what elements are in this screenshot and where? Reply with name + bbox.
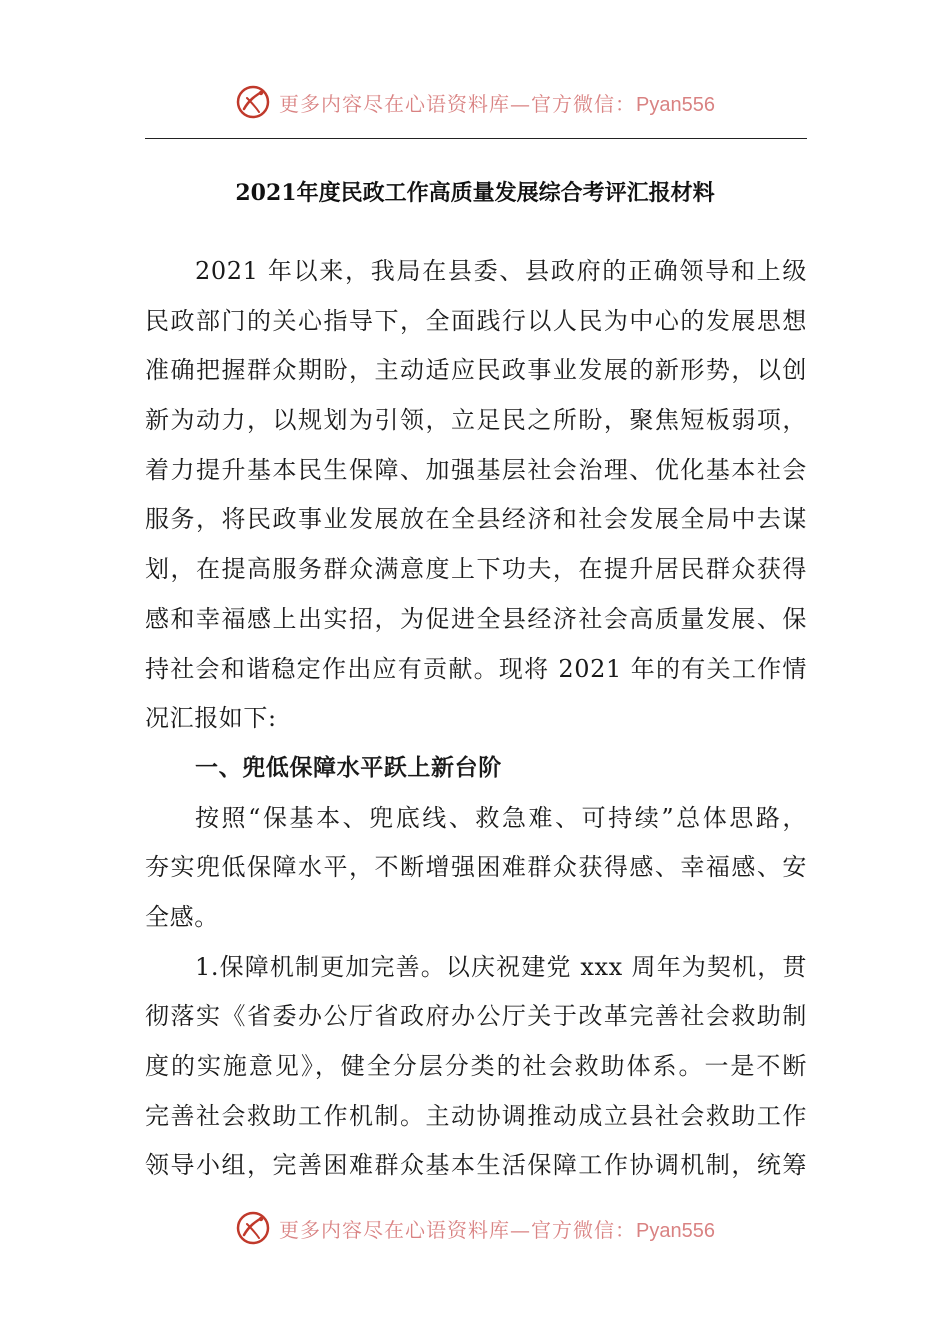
text-line: 况汇报如下: [145, 704, 277, 733]
wechat-id: Pyan556 [636, 1219, 715, 1242]
text-line: 全感。 [145, 902, 219, 931]
text-line: 彻落实《省委办公厅省政府办公厅关于改革完善社会救助制 [145, 1002, 807, 1031]
banner-text: 更多内容尽在心语资料库—官方微信：Pyan556 [279, 1217, 715, 1242]
text-line: 按照“保基本、兜底线、救急难、可持续”总体思路， [195, 803, 807, 832]
banner-text: 更多内容尽在心语资料库—官方微信：Pyan556 [279, 91, 715, 116]
document-title: 2021年度民政工作高质量发展综合考评汇报材料 [235, 180, 715, 206]
text-line: 2021 年以来，我局在县委、县政府的正确领导和上级 [195, 257, 807, 285]
text-line: 准确把握群众期盼，主动适应民政事业发展的新形势，以创 [145, 356, 807, 385]
document-body [145, 247, 807, 1191]
footer-banner [0, 1206, 950, 1250]
text-line: 持社会和谐稳定作出应有贡献。现将 2021 年的有关工作情 [145, 654, 807, 683]
text-line: 划，在提高服务群众满意度上下功夫，在提升居民群众获得 [145, 555, 807, 584]
text-line: 度的实施意见》，健全分层分类的社会救助体系。一是不断 [145, 1052, 807, 1080]
section-heading: 一、兜低保障水平跃上新台阶 [195, 754, 502, 781]
text-line: 1.保障机制更加完善。以庆祝建党 xxx 周年为契机，贯 [195, 952, 807, 981]
text-line: 民政部门的关心指导下，全面践行以人民为中心的发展思想 [145, 306, 807, 335]
text-line: 新为动力，以规划为引领，立足民之所盼，聚焦短板弱项， [145, 406, 807, 435]
text-line: 服务，将民政事业发展放在全县经济和社会发展全局中去谋 [145, 505, 807, 534]
text-line: 夯实兜低保障水平，不断增强困难群众获得感、幸福感、安 [145, 853, 807, 882]
text-line: 完善社会救助工作机制。主动协调推动成立县社会救助工作 [145, 1101, 807, 1130]
wechat-id: Pyan556 [636, 93, 715, 116]
header-banner [0, 80, 950, 124]
text-line: 着力提升基本民生保障、加强基层社会治理、优化基本社会 [145, 455, 807, 484]
pen-logo-icon [235, 84, 271, 120]
text-line: 领导小组，完善困难群众基本生活保障工作协调机制，统筹 [145, 1151, 807, 1180]
text-line: 感和幸福感上出实招，为促进全县经济社会高质量发展、保 [145, 604, 807, 633]
pen-logo-icon [235, 1210, 271, 1246]
header-divider [145, 138, 807, 139]
